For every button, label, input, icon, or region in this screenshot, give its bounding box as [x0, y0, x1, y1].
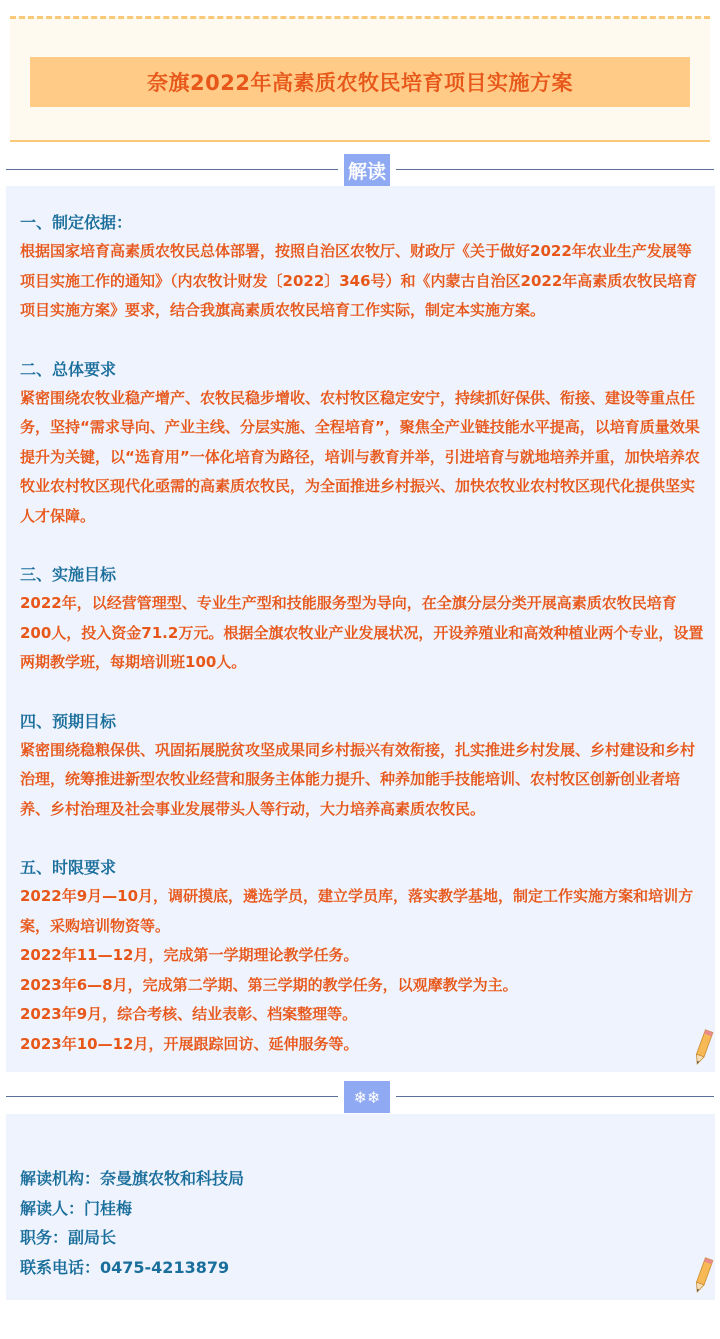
- timeline-item: 2023年10—12月，开展跟踪回访、延伸服务等。: [20, 1034, 359, 1053]
- info-interpreter: 解读人：门桂梅: [20, 1198, 133, 1218]
- timeline-item: 2023年9月，综合考核、结业表彰、档案整理等。: [20, 1005, 358, 1023]
- info-panel: [6, 1114, 715, 1300]
- section-text: 根据国家培育高素质农牧民总体部署，按照自治区农牧厅、财政厅《关于做好2022年农业生产发展等项目实施工作的通知》（内农牧计财发〔2022〕346号）和《内蒙古自治区2022年高素质农牧民培育项目实施方案》要求，结合我旗高素质农牧民培育工作实际，制定本实施方案。: [20, 242, 698, 319]
- section-text: 2022年，以经营管理型、专业生产型和技能服务型为导向，在全旗分层分类开展高素质农牧民培育200人，投入资金71.2万元。根据全旗农牧业产业发展状况，开设养殖业和高效种植业两个专业，设置两期教学班，每期培训班100人。: [20, 594, 704, 671]
- section-heading-basis: 一、制定依据：: [20, 213, 133, 232]
- snowflake-icon: ❄❄: [344, 1081, 390, 1113]
- title-card: [10, 16, 710, 142]
- pencil-icon: [690, 1028, 716, 1068]
- section-divider-snowflake: [6, 1081, 714, 1113]
- section-heading-expected-goals: 四、预期目标: [20, 711, 117, 731]
- section-heading-requirements: 二、总体要求: [20, 359, 117, 379]
- content-body: [20, 208, 706, 1059]
- timeline-item: 2023年6—8月，完成第二学期、第三学期的教学任务，以观摩教学为主。: [20, 975, 518, 994]
- section-heading-timeline: 五、时限要求: [20, 858, 117, 877]
- info-body: [20, 1164, 706, 1282]
- content-panel: [6, 186, 715, 1072]
- section-heading-goals: 三、实施目标: [20, 565, 117, 584]
- timeline-item: 2022年9月—10月，调研摸底，遴选学员，建立学员库，落实教学基地，制定工作实施方案和培训方案，采购培训物资等。: [20, 887, 694, 935]
- divider-label: 解读: [344, 154, 390, 186]
- page-title: 奈旗2022年高素质农牧民培育项目实施方案: [30, 57, 690, 107]
- section-text: 紧密围绕农牧业稳产增产、农牧民稳步增收、农村牧区稳定安宁，持续抓好保供、衔接、建设等重点任务，坚持“需求导向、产业主线、分层实施、全程培育”，聚焦全产业链技能水平提高，以培育质量效果提升为关键，以“选育用”一体化培育为路径，培训与教育并举，引进培育与就地培养并重，加快培养农牧业农村牧区现代化亟需的高素质农牧民，为全面推进乡村振兴、加快农牧业农村牧区现代化提供坚实人才保障。: [20, 388, 700, 525]
- timeline-item: 2022年11—12月，完成第一学期理论教学任务。: [20, 946, 359, 964]
- info-organization: 解读机构：奈曼旗农牧和科技局: [20, 1169, 245, 1188]
- pencil-icon: [690, 1256, 716, 1296]
- info-phone: 联系电话：0475-4213879: [20, 1257, 230, 1277]
- section-text: 紧密围绕稳粮保供、巩固拓展脱贫攻坚成果同乡村振兴有效衔接，扎实推进乡村发展、乡村建设和乡村治理，统筹推进新型农牧业经营和服务主体能力提升、种养加能手技能培训、农村牧区创新创业者培养、乡村治理及社会事业发展带头人等行动，大力培养高素质农牧民。: [20, 740, 696, 818]
- section-divider-interpretation: [6, 154, 714, 186]
- info-position: 职务：副局长: [20, 1228, 117, 1247]
